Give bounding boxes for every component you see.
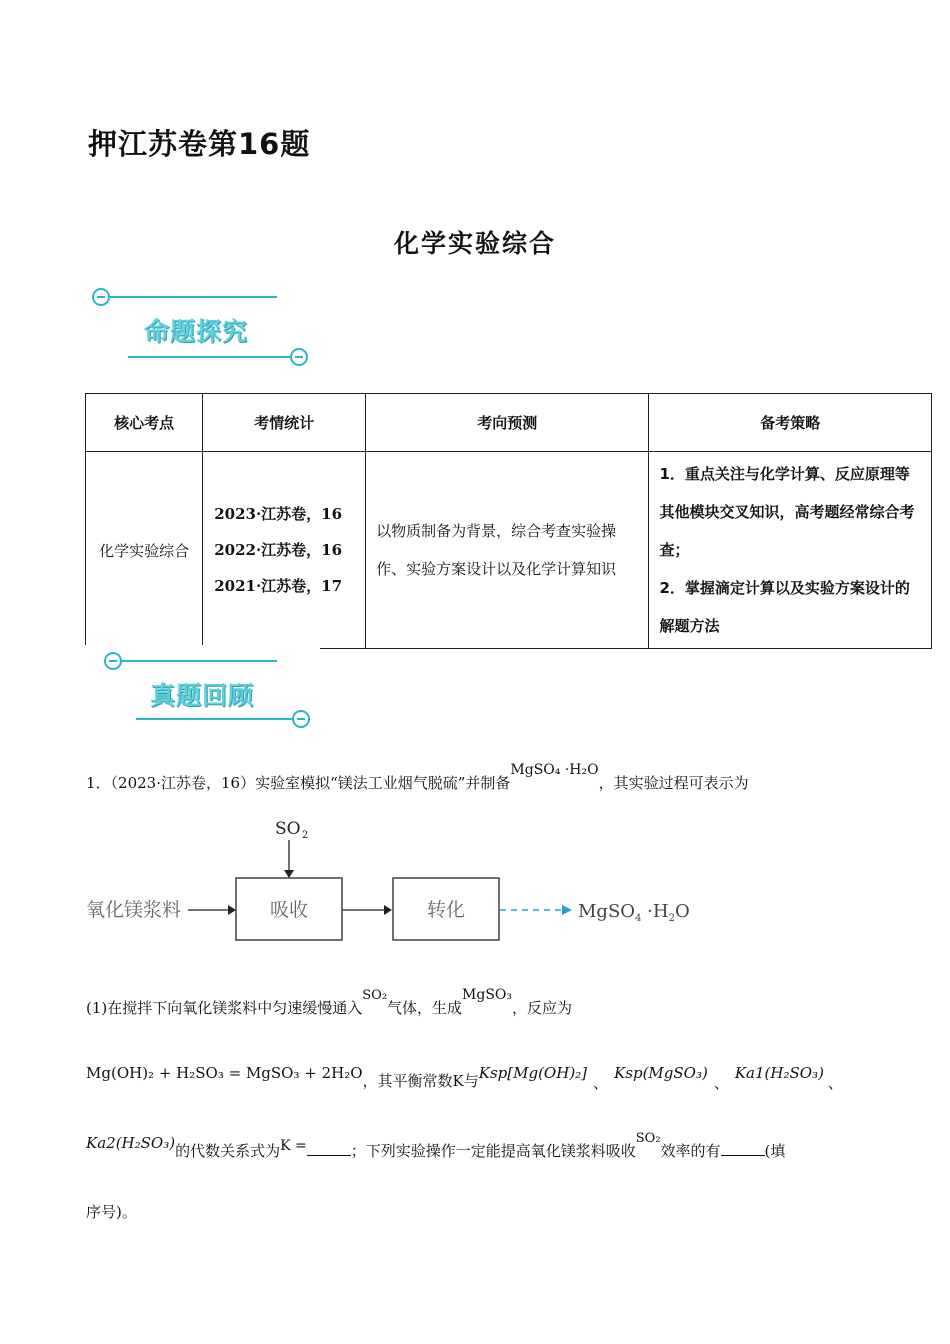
stat-item: 2022·江苏卷，16 <box>214 541 343 559</box>
ring-icon <box>104 652 122 670</box>
section-subtitle: 化学实验综合 <box>393 229 556 258</box>
cell-core: 化学实验综合 <box>86 452 203 649</box>
ring-icon <box>292 710 310 728</box>
reaction-equation: Mg(OH)₂ + H₂SO₃ = MgSO₃ + 2H₂O <box>86 1064 363 1082</box>
formula-mgso3: MgSO₃ <box>462 987 513 1003</box>
strategy-item: 1．重点关注与化学计算、反应原理等其他模块交叉知识，高考题经常综合考查； <box>659 465 915 559</box>
header-core: 核心考点 <box>86 394 203 452</box>
formula-ksp-mgoh2: Ksp[Mg(OH)₂] <box>478 1064 588 1082</box>
cell-stats <box>203 452 366 649</box>
header-stats: 考情统计 <box>203 394 366 452</box>
question-part1: (1)在搅拌下向氧化镁浆料中匀速缓慢通入SO₂气体，生成MgSO₃，反应为 <box>86 987 573 1017</box>
answer-blank-k[interactable] <box>307 1141 351 1156</box>
cell-strategy <box>649 452 932 649</box>
formula-mgso4-h2o: MgSO₄ ·H₂O <box>510 762 599 778</box>
formula-ksp-mgso3: Ksp(MgSO₃) <box>614 1064 708 1082</box>
banner-zhenti <box>104 650 319 734</box>
banner-title: 真题回顾 <box>150 681 255 710</box>
ring-icon <box>92 288 110 306</box>
svg-text:吸收: 吸收 <box>269 899 309 921</box>
cell-prediction: 以物质制备为背景，综合考查实验操作、实验方案设计以及化学计算知识 <box>366 452 649 649</box>
answer-blank-options[interactable] <box>721 1141 765 1156</box>
flow-product-label: MgSO$_4$ $\cdot H_2O$ <box>578 901 690 924</box>
svg-text:转化: 转化 <box>426 899 466 921</box>
table-row <box>86 452 932 649</box>
process-flow-diagram <box>80 810 720 950</box>
reaction-line: Mg(OH)₂ + H₂SO₃ = MgSO₃ + 2H₂O，其平衡常数K与Ksp[Mg(OH)₂]、Ksp(MgSO₃)、Ka1(H₂SO₃)、 <box>86 1064 843 1092</box>
ring-icon <box>290 348 308 366</box>
question-intro: 1．（2023·江苏卷，16）实验室模拟“镁法工业烟气脱硫”并制备MgSO₄ ·H₂O，其实验过程可表示为 <box>86 762 749 792</box>
flow-gas-label: SO <box>275 819 301 839</box>
formula-ka2: Ka2(H₂SO₃) <box>86 1134 176 1152</box>
stat-item: 2023·江苏卷，16 <box>214 505 343 523</box>
question-part1-end: 序号)。 <box>86 1203 137 1221</box>
stat-item: 2021·江苏卷，17 <box>214 577 343 595</box>
question-part1-continued: Ka2(H₂SO₃)的代数关系式为K = ；下列实验操作一定能提高氧化镁浆料吸收SO₂效率的有 (填 <box>86 1131 786 1160</box>
flow-input-label: 氧化镁浆料 <box>86 899 182 921</box>
formula-so2: SO₂ <box>635 1131 661 1146</box>
page-title: 押江苏卷第16题 <box>88 127 311 161</box>
banner-mingti <box>92 286 322 370</box>
table-header-row <box>86 394 932 452</box>
svg-text:2: 2 <box>302 830 309 841</box>
strategy-item: 2．掌握滴定计算以及实验方案设计的解题方法 <box>659 579 910 635</box>
formula-ka1: Ka1(H₂SO₃) <box>734 1064 824 1082</box>
banner-title: 命题探究 <box>144 317 249 346</box>
formula-so2: SO₂ <box>362 988 388 1003</box>
header-prediction: 考向预测 <box>366 394 649 452</box>
exam-analysis-table <box>85 393 932 649</box>
header-strategy: 备考策略 <box>649 394 932 452</box>
